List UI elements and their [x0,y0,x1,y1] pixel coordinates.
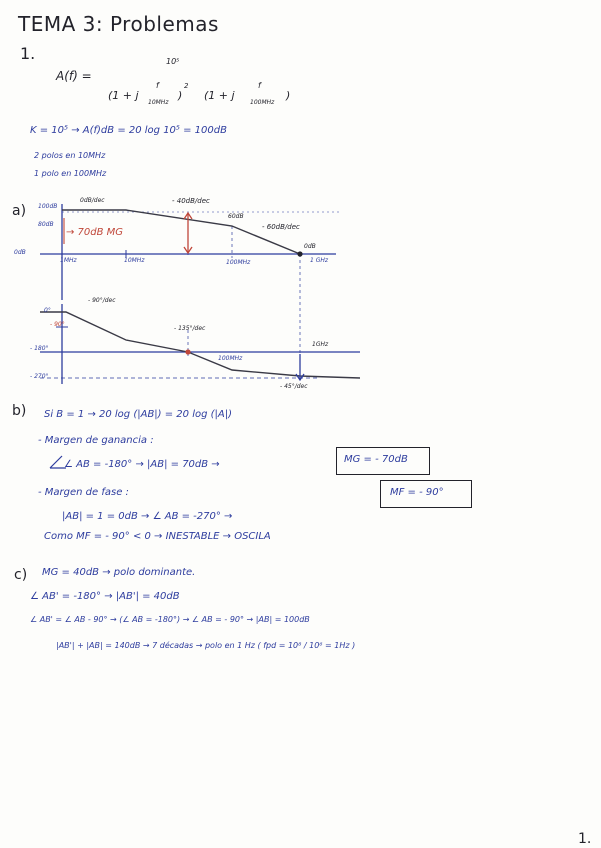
mag-x-1mhz: 1MHz [60,257,77,264]
phase-y-m180: - 180° [30,345,49,352]
part-b-line-4: - Margen de fase : [38,487,129,498]
part-c-line-1: MG = 40dB → polo dominante. [42,567,196,578]
problem-number: 1. [20,44,36,63]
part-c-line-3: ∠ AB' = ∠ AB - 90° → (∠ AB = -180°) → ∠ AB = - 90° → |AB| = 100dB [30,615,310,624]
formula-factor2-num: f [258,81,261,90]
part-b-line-6: Como MF = - 90° < 0 → INESTABLE → OSCILA [44,531,271,542]
mag-slope-0: 0dB/dec [80,197,105,204]
poles-note-2: 1 polo en 100MHz [34,169,107,178]
page-number: 1. [578,831,592,847]
phase-x-100mhz: 100MHz [218,355,243,362]
formula-numerator: 10⁵ [166,57,180,66]
formula-lhs: A(f) = [56,69,92,83]
mf-result: MF = - 90° [390,487,444,498]
mag-y-100db: 100dB [38,203,58,210]
poles-note-1: 2 polos en 10MHz [34,151,106,160]
phase-crossover-point [185,349,190,354]
mag-crossover-point [297,251,302,256]
part-b-line-1: Si B = 1 → 20 log (|AB|) = 20 log (|A|) [44,409,233,420]
formula-factor1-close: ) [178,89,183,102]
mag-point-60: 60dB [228,213,244,220]
formula-factor1-open: (1 + j [108,89,139,102]
phase-y-0: 0° [44,307,51,314]
part-c-line-4: |AB'| + |AB| = 140dB → 7 décadas → polo en 1 Hz ( fpd = 10⁸ / 10⁶ = 1Hz ) [56,641,356,650]
part-a-label: a) [12,203,27,219]
phase-y-m270: - 270° [30,373,49,380]
phase-x-1ghz: 1GHz [312,341,329,348]
formula-factor2-close: ) [286,89,291,102]
mag-point-0: 0dB [304,243,316,250]
mag-y-80db: 80dB [38,221,54,228]
mg-result: MG = - 70dB [344,454,408,465]
page-title: TEMA 3: Problemas [18,12,219,36]
mag-slope-40: - 40dB/dec [172,197,210,205]
phase-slope-45: - 45°/dec [280,383,308,390]
mag-x-100mhz: 100MHz [226,259,251,266]
phase-y-m90: - 90° [50,321,65,328]
phase-slope-135: - 135°/dec [174,325,206,332]
part-c-label: c) [14,567,28,583]
part-b-label: b) [12,403,27,419]
formula-factor2-open: (1 + j [204,89,235,102]
part-b-line-2: - Margen de ganancia : [38,435,154,446]
mag-x-10mhz: 10MHz [124,257,145,264]
formula-factor1-num: f [156,81,159,90]
part-b-line-3: ∠ AB = -180° → |AB| = 70dB → [64,459,220,470]
part-b-line-5: |AB| = 1 = 0dB → ∠ AB = -270° → [62,511,233,522]
formula-factor1-exp: 2 [184,82,189,90]
formula-factor2-den: 100MHz [250,99,275,106]
gain-margin-note: → 70dB MG [66,227,124,238]
part-c-line-2: ∠ AB' = -180° → |AB'| = 40dB [30,591,180,602]
phase-slope-90: - 90°/dec [88,297,116,304]
mag-y-0db: 0dB [14,249,26,256]
gain-note: K = 10⁵ → A(f)dB = 20 log 10⁵ = 100dB [30,125,227,136]
mag-slope-60: - 60dB/dec [262,223,300,231]
formula-factor1-den: 10MHz [148,99,169,106]
mag-x-1ghz: 1 GHz [310,257,329,264]
